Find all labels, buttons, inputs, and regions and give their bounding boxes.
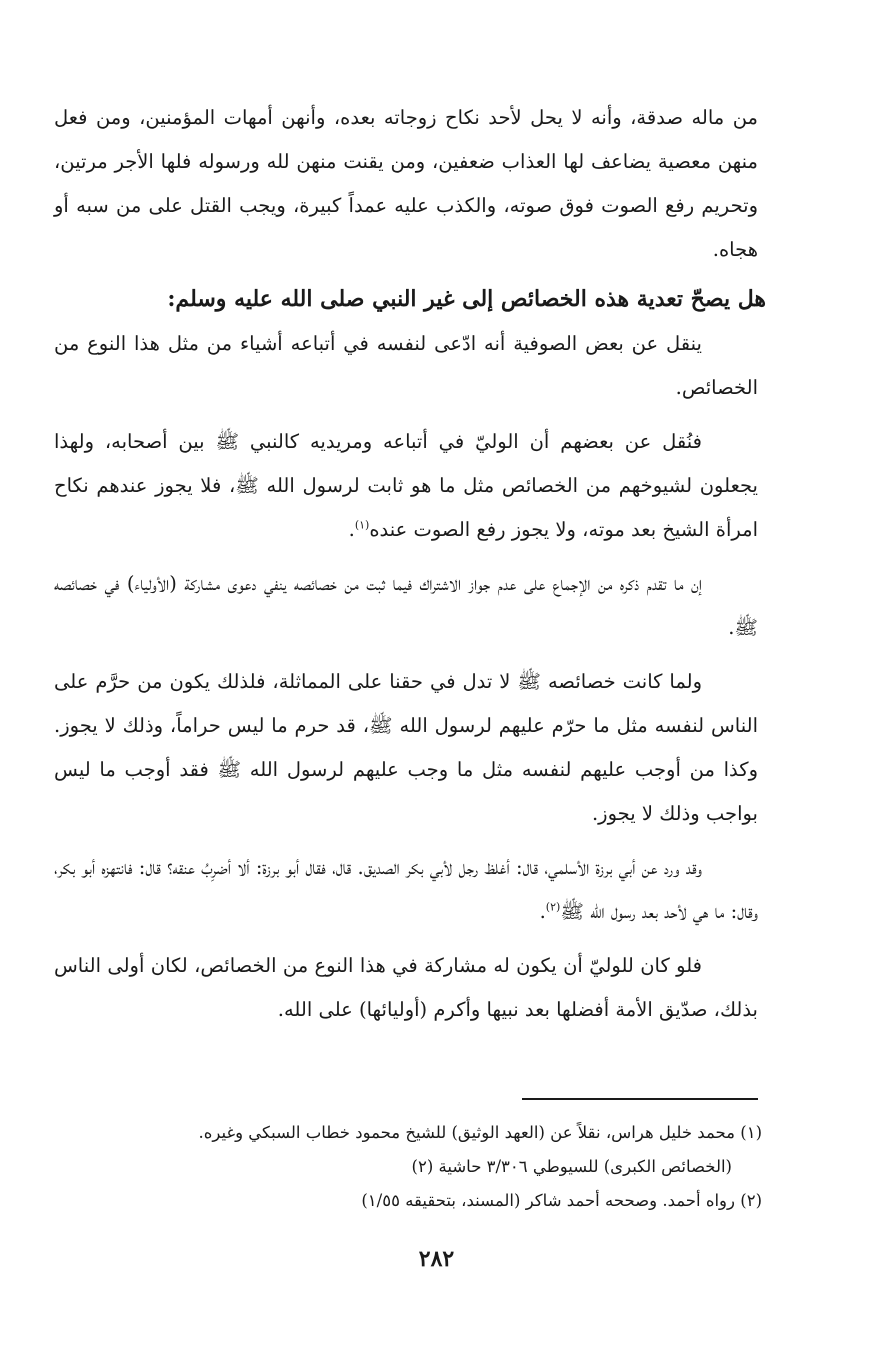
section-heading: هل يصحّ تعدية هذه الخصائص إلى غير النبي صلى الله عليه وسلم: xyxy=(167,286,766,312)
footnote-separator xyxy=(522,1098,758,1100)
footnote-2-text: رواه أحمد. وصححه أحمد شاكر (المسند، بتحقيقه ١/٥٥) xyxy=(361,1191,735,1210)
page-number: ٢٨٢ xyxy=(418,1246,455,1272)
paragraph-conclusion: فلو كان للوليّ أن يكون له مشاركة في هذا النوع من الخصائص، لكان أولى الناس بذلك، صدّيق الأمة أفضلها بعد نبيها وأكرم (أوليائها) على الله. xyxy=(54,954,758,1021)
footnote-1-number: (١) xyxy=(740,1123,762,1142)
footnote-2 xyxy=(50,1184,762,1218)
paragraph-abu-barzah-text: وقد ورد عن أبي برزة الأسلمي، قال: أغلظ رجل لأبي بكر الصديق. قال، فقال أبو برزة: ألا أضرِبُ عنقه؟ قال: فانتهزه أبو بكر، وقال: ما هي لأحد بعد رسول الله ﷺ xyxy=(54,856,758,923)
footnote-2-number: (٢) xyxy=(740,1191,762,1210)
footnote-1-continuation: (الخصائص الكبرى) للسيوطي ٣/٣٠٦ حاشية (٢) xyxy=(411,1157,732,1176)
footnotes xyxy=(50,1116,762,1218)
footnote-marker-1: (١) xyxy=(354,518,370,532)
paragraph-wali-text: فنُقل عن بعضهم أن الوليّ في أتباعه ومريديه كالنبي ﷺ بين أصحابه، ولهذا يجعلون لشيوخهم من الخصائص مثل ما هو ثابت لرسول الله ﷺ، فلا يجوز عندهم نكاح امرأة الشيخ بعد موته، ولا يجوز رفع الصوت عنده xyxy=(54,430,758,541)
paragraph-exclusivity: ولما كانت خصائصه ﷺ لا تدل في حقنا على المماثلة، فلذلك يكون من حرَّم على الناس لنفسه مثل ما حرّم عليهم لرسول الله ﷺ، قد حرم ما ليس حراماً، وذلك لا يجوز. وكذا من أوجب عليهم لنفسه مثل ما وجب عليهم لرسول الله ﷺ فقد أوجب ما ليس بواجب وذلك لا يجوز. xyxy=(54,670,758,825)
footnote-1 xyxy=(50,1116,762,1184)
paragraph-sufi-claim: ينقل عن بعض الصوفية أنه ادّعى لنفسه في أتباعه أشياء من مثل هذا النوع من الخصائص. xyxy=(54,332,758,399)
footnote-1-text: محمد خليل هراس، نقلاً عن (العهد الوثيق) للشيخ محمود خطاب السبكي وغيره. xyxy=(198,1123,735,1142)
main-text xyxy=(54,96,766,1032)
footnote-marker-2: (٢) xyxy=(545,900,561,914)
paragraph-wali-end: . xyxy=(348,518,355,541)
paragraph-abu-barzah xyxy=(54,846,758,934)
intro-paragraph: من ماله صدقة، وأنه لا يحل لأحد نكاح زوجاته بعده، وأنهن أمهات المؤمنين، ومن فعل منهن معصية يضاعف لها العذاب ضعفين، ومن يقنت منهن لله ورسوله فلها الأجر مرتين، وتحريم رفع الصوت فوق صوته، والكذب عليه عمداً كبيرة، ويجب القتل على من سبه أو هجاه. xyxy=(54,106,758,261)
paragraph-consensus: إن ما تقدم ذكره من الإجماع على عدم جواز الاشتراك فيما ثبت من خصائصه ينفي دعوى مشاركة (الأولياء) في خصائصه ﷺ. xyxy=(54,572,758,639)
paragraph-wali-comparison xyxy=(54,420,758,552)
paragraph-abu-barzah-end: . xyxy=(539,900,546,923)
